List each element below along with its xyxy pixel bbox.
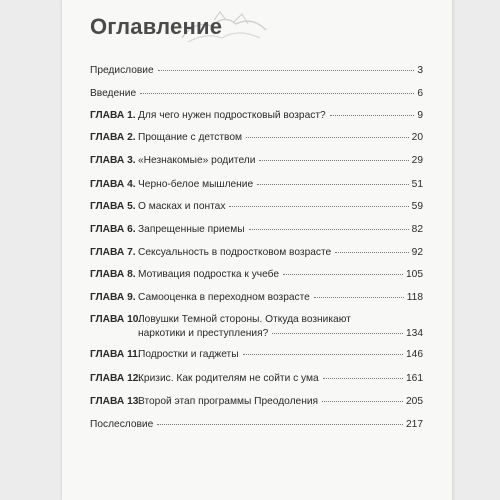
toc-entry-page: 3: [417, 65, 423, 76]
toc-entry-title: Черно-белое мышление: [138, 179, 254, 190]
toc-entry: [90, 179, 423, 191]
toc-entry-title: Кризис. Как родителям не сойти с ума: [138, 373, 319, 384]
dot-leader: [323, 378, 403, 379]
toc-entry-page: 161: [406, 373, 423, 384]
toc-entry: [90, 65, 423, 77]
toc-entry: [90, 155, 423, 167]
toc-entry: [90, 419, 423, 431]
page-title: Оглавление: [90, 14, 223, 39]
toc-entry-chapter: ГЛАВА 10.: [90, 314, 142, 325]
toc-entry-chapter: ГЛАВА 8.: [90, 269, 136, 280]
toc-entry-title: Послесловие: [90, 419, 154, 430]
toc-entry: [90, 349, 423, 361]
dot-leader: [259, 160, 408, 161]
toc-entry-title: «Незнакомые» родители: [138, 155, 256, 166]
toc-entry: [90, 132, 423, 144]
toc-entry-page: 6: [417, 88, 423, 99]
toc-entry: [90, 88, 423, 100]
toc-entry: [90, 373, 423, 385]
toc-entry-chapter: ГЛАВА 3.: [90, 155, 136, 166]
toc-entry-title-continued: наркотики и преступления?: [138, 328, 269, 339]
toc-entry-chapter: ГЛАВА 11.: [90, 349, 141, 360]
toc-entry-chapter: ГЛАВА 13.: [90, 396, 142, 407]
dot-leader: [272, 333, 403, 334]
toc-entry: [90, 110, 423, 122]
toc-entry: [90, 314, 423, 340]
toc-entry-title: Предисловие: [90, 65, 154, 76]
toc-entry-page: 9: [417, 110, 423, 121]
toc-entry: [90, 201, 423, 213]
toc-entry-page: 205: [406, 396, 423, 407]
dot-leader: [243, 354, 403, 355]
toc-entry-title: О масках и понтах: [138, 201, 226, 212]
toc-entry: [90, 269, 423, 281]
toc-entry-chapter: ГЛАВА 2.: [90, 132, 136, 143]
toc-entry-page: 82: [411, 224, 423, 235]
toc-entry: [90, 396, 423, 408]
dot-leader: [249, 229, 409, 230]
dot-leader: [157, 424, 403, 425]
toc-entry-title: Сексуальность в подростковом возрасте: [138, 247, 332, 258]
toc-entry-title: Мотивация подростка к учебе: [138, 269, 280, 280]
toc-entry-title: Самооценка в переходном возрасте: [138, 292, 310, 303]
toc-entry-page: 146: [406, 349, 423, 360]
toc-entry-page: 92: [411, 247, 423, 258]
toc-entry: [90, 292, 423, 304]
toc-entry-page: 29: [411, 155, 423, 166]
toc-entry-chapter: ГЛАВА 6.: [90, 224, 136, 235]
toc-entry-title-block: [138, 314, 423, 340]
toc-entry-second-line: [138, 328, 423, 340]
dot-leader: [246, 137, 409, 138]
toc-entry-chapter: ГЛАВА 12.: [90, 373, 142, 384]
toc-entry-page: 51: [411, 179, 423, 190]
toc-entry-title: Для чего нужен подростковый возраст?: [138, 110, 326, 121]
toc-entry-chapter: ГЛАВА 1.: [90, 110, 136, 121]
toc-entry-title: Подростки и гаджеты: [138, 349, 239, 360]
toc-entry-title: Второй этап программы Преодоления: [138, 396, 319, 407]
toc-entry-chapter: ГЛАВА 4.: [90, 179, 136, 190]
dot-leader: [158, 70, 415, 71]
toc-entry-chapter: ГЛАВА 7.: [90, 247, 136, 258]
toc-entry: [90, 224, 423, 236]
dot-leader: [140, 93, 414, 94]
toc-entry-page: 59: [411, 201, 423, 212]
dot-leader: [330, 115, 415, 116]
toc-entry-chapter: ГЛАВА 5.: [90, 201, 136, 212]
dot-leader: [322, 401, 403, 402]
dot-leader: [257, 184, 408, 185]
toc-entry-chapter: ГЛАВА 9.: [90, 292, 136, 303]
toc-entry-title: Запрещенные приемы: [138, 224, 245, 235]
dot-leader: [229, 206, 408, 207]
book-page: [62, 0, 452, 500]
toc-entry-page: 118: [406, 292, 423, 303]
toc-entry-page: 105: [406, 269, 423, 280]
toc-entry: [90, 247, 423, 259]
toc-entry-page: 217: [406, 419, 423, 430]
dot-leader: [283, 274, 403, 275]
toc-entry-title: Ловушки Темной стороны. Откуда возникают: [138, 314, 351, 325]
toc-entry-title: Введение: [90, 88, 137, 99]
dot-leader: [335, 252, 408, 253]
toc-entry-page: 20: [411, 132, 423, 143]
toc-entry-page: 134: [406, 328, 423, 339]
dot-leader: [314, 297, 404, 298]
toc-entry-title: Прощание с детством: [138, 132, 242, 143]
